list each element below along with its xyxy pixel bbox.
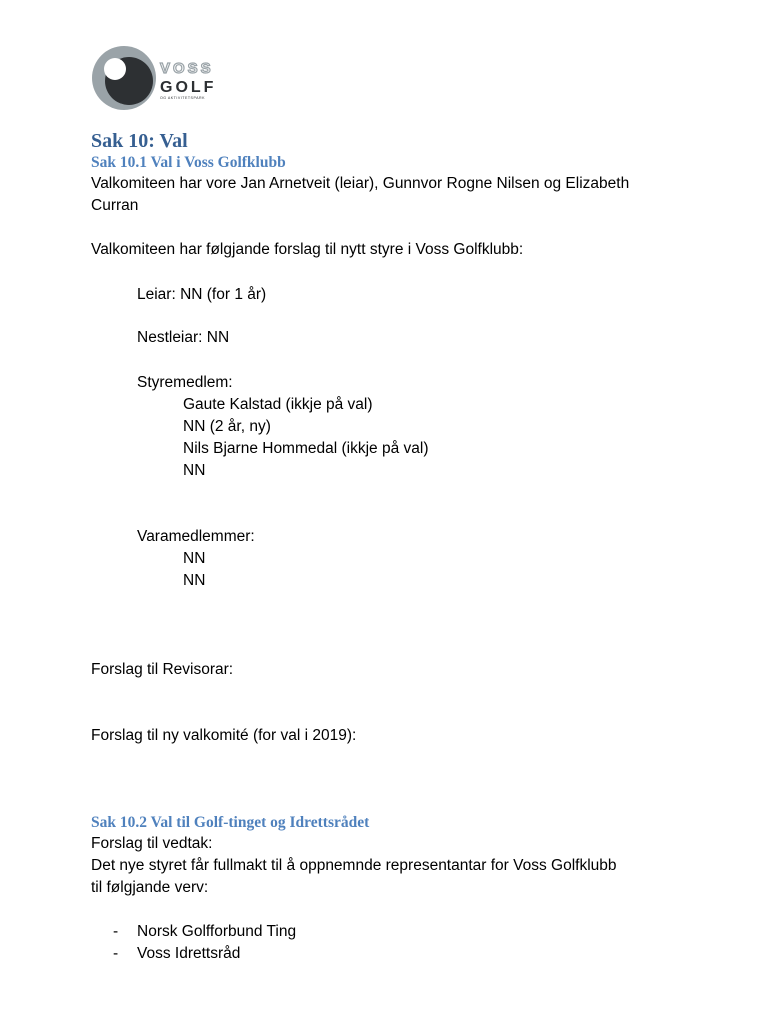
logo-tagline: OG AKTIVITETSPARK: [160, 96, 205, 100]
logo-golf-ball: [104, 58, 126, 80]
resolution-text-2: til følgjande verv:: [91, 879, 209, 896]
board-member: Nils Bjarne Hommedal (ikkje på val): [183, 440, 429, 457]
page-title: Sak 10: Val: [91, 130, 188, 152]
bullet-marker: -: [113, 945, 119, 962]
section-10-1-title: Sak 10.1 Val i Voss Golfklubb: [91, 154, 286, 171]
list-item: Voss Idrettsråd: [137, 945, 241, 962]
section-10-2-title: Sak 10.2 Val til Golf-tinget og Idrettsrådet: [91, 814, 370, 831]
deputy-member: NN: [183, 572, 206, 589]
deputy-leader-line: Nestleiar: NN: [137, 329, 230, 346]
committee-proposal: Forslag til ny valkomité (for val i 2019):: [91, 727, 357, 744]
board-member: NN: [183, 462, 206, 479]
resolution-label: Forslag til vedtak:: [91, 835, 213, 852]
list-item: Norsk Golfforbund Ting: [137, 923, 297, 940]
logo-word-golf: GOLF: [160, 79, 217, 96]
resolution-text-1: Det nye styret får fullmakt til å oppnemnde representantar for Voss Golfklubb: [91, 857, 617, 874]
intro-line-1: Valkomiteen har vore Jan Arnetveit (leiar), Gunnvor Rogne Nilsen og Elizabeth: [91, 175, 630, 192]
board-member: Gaute Kalstad (ikkje på val): [183, 396, 373, 413]
voss-golf-logo: [91, 45, 226, 111]
proposal-text: Valkomiteen har følgjande forslag til nytt styre i Voss Golfklubb:: [91, 241, 524, 258]
bullet-marker: -: [113, 923, 119, 940]
board-members-label: Styremedlem:: [137, 374, 233, 391]
intro-line-2: Curran: [91, 197, 139, 214]
leader-line: Leiar: NN (for 1 år): [137, 286, 267, 303]
deputy-member: NN: [183, 550, 206, 567]
deputies-label: Varamedlemmer:: [137, 528, 255, 545]
logo-word-voss: VOSS: [160, 60, 214, 77]
auditor-proposal: Forslag til Revisorar:: [91, 661, 234, 678]
board-member: NN (2 år, ny): [183, 418, 271, 435]
